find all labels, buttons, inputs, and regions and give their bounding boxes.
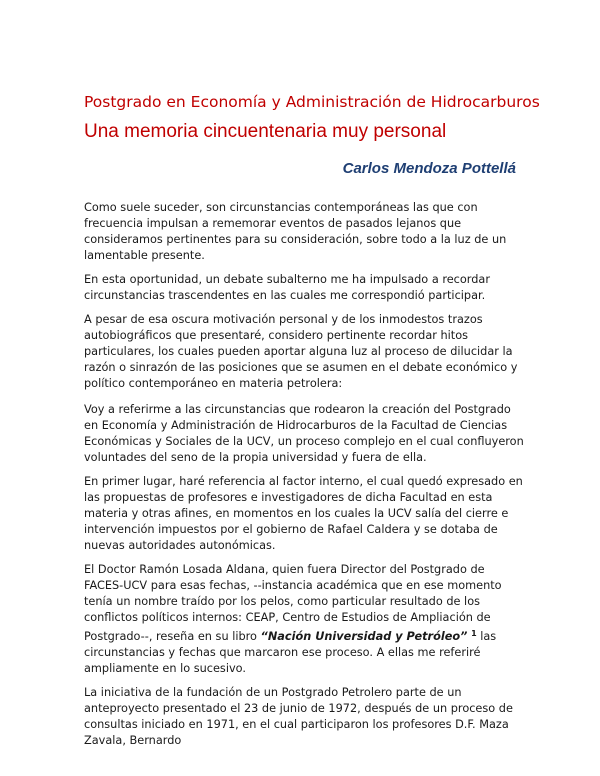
body-paragraph bbox=[84, 562, 524, 677]
body-paragraph: Voy a referirme a las circunstancias que rodearon la creación del Postgrado en Economía y Administración de Hidrocarburos de la Facultad de Ciencias Económicas y Sociales de la UCV, un proceso complejo en el cual confluyeron voluntades del seno de la propia universidad y fuera de ella. bbox=[84, 403, 524, 464]
document-body bbox=[84, 200, 524, 757]
document-supertitle: Postgrado en Economía y Administración de Hidrocarburos bbox=[84, 93, 540, 111]
book-title: “Nación Universidad y Petróleo” bbox=[260, 630, 468, 643]
document-title: Una memoria cincuentenaria muy personal bbox=[84, 121, 447, 142]
body-paragraph: A pesar de esa oscura motivación personal y de los inmodestos trazos autobiográficos que presentaré, considero pertinente recordar hitos particulares, los cuales pueden aportar alguna luz al proceso de dilucidar la razón o sinrazón de las posiciones que se asumen en el debate económico y político contemporáneo en materia petrolera: bbox=[84, 313, 518, 390]
document-author: Carlos Mendoza Pottellá bbox=[342, 160, 516, 177]
body-paragraph: En esta oportunidad, un debate subalterno me ha impulsado a recordar circunstancias trascendentes en las cuales me correspondió participar. bbox=[84, 273, 490, 302]
body-paragraph: En primer lugar, haré referencia al factor interno, el cual quedó expresado en las propuestas de profesores e investigadores de dicha Facultad en esta materia y otras afines, en momentos en los cuales la UCV salía del cierre e intervención impuestos por el gobierno de Rafael Caldera y se dotaba de nuevas autoridades autonómicas. bbox=[84, 475, 523, 552]
body-paragraph: La iniciativa de la fundación de un Postgrado Petrolero parte de un anteproyecto presentado el 23 de junio de 1972, después de un proceso de consultas iniciado en 1971, en el cual participaron los profesores D.F. Maza Zavala, Bernardo bbox=[84, 686, 513, 747]
paragraph-text: las circunstancias y fechas que marcaron ese proceso. A ellas me referiré ampliamente en lo sucesivo. bbox=[84, 630, 497, 675]
body-paragraph: Como suele suceder, son circunstancias contemporáneas las que con frecuencia impulsan a rememorar eventos de pasados lejanos que consideramos pertinentes para su consideración, sobre todo a la luz de un lamentable presente. bbox=[84, 201, 507, 262]
footnote-marker[interactable]: 1 bbox=[471, 629, 477, 638]
paragraph-text: El Doctor Ramón Losada Aldana, quien fuera Director del Postgrado de FACES-UCV para esas fechas, --instancia académica que en ese momento tenía un nombre traído por los pelos, como particular resultado de los conflictos políticos internos: CEAP, Centro de Estudios de Ampliación de Postgrado--, reseña en su libro bbox=[84, 563, 502, 643]
